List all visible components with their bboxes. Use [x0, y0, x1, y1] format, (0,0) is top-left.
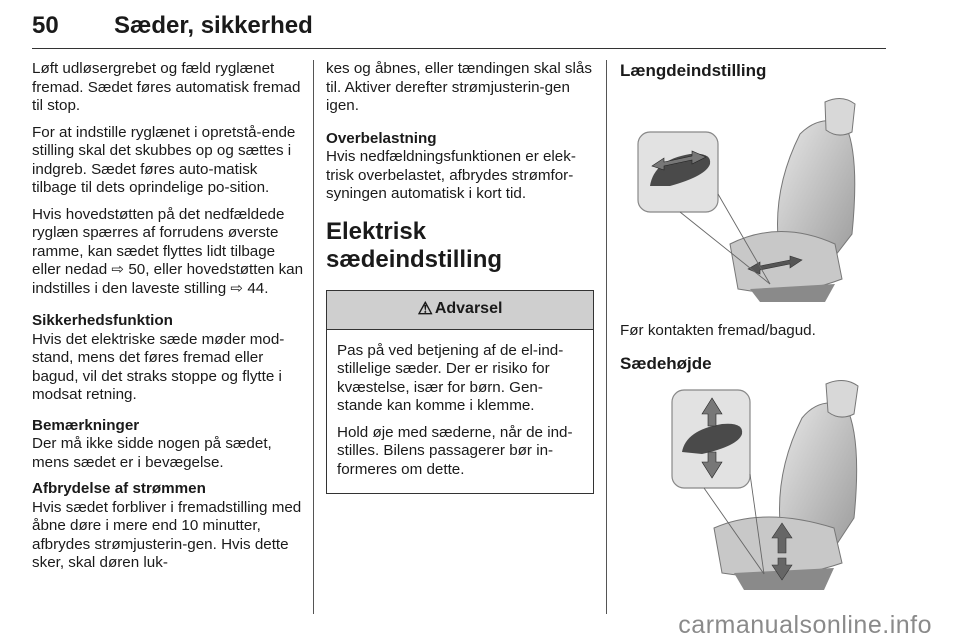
power-text: Hvis sædet forbliver i fremadstilling med åbne døre i mere end 10 minutter, afbrydes strømjusterin-gen. Hvis dette sker, skal døren luk-	[32, 498, 302, 571]
column-divider	[313, 60, 314, 614]
warning-box	[326, 290, 594, 495]
paragraph: Løft udløsergrebet og fæld ryglænet fremad. Sædet føres automatisk fremad til stop.	[32, 60, 301, 114]
power-heading: Afbrydelse af strømmen	[32, 480, 206, 497]
page-header	[32, 4, 886, 49]
paragraph: For at indstille ryglænet i opretstå-ende stilling skal det skubbes op og sættes i indgreb. Sædet føres auto-matisk tilbage til dets oprindelige po-sition.	[32, 123, 296, 196]
paragraph: kes og åbnes, eller tændingen skal slås til. Aktiver derefter strømjusterin-gen igen.	[326, 60, 592, 114]
safety-text: Hvis det elektriske sæde møder mod-stand, mens det føres fremad eller bagud, vil det straks stoppe og flytte i modsat retning.	[32, 330, 285, 403]
height-heading: Sædehøjde	[620, 353, 712, 373]
safety-section	[32, 312, 304, 405]
overload-heading: Overbelastning	[326, 129, 437, 147]
note-heading: Bemærkninger	[32, 416, 140, 434]
seat-length-illustration	[620, 94, 886, 304]
column-3	[620, 60, 890, 82]
safety-heading: Sikkerhedsfunktion	[32, 312, 173, 329]
page-number: 50	[32, 12, 59, 39]
power-section	[32, 480, 304, 573]
length-caption-block	[620, 322, 890, 375]
warning-text: Pas på ved betjening af de el-ind-stillelige sæder. Der er risiko for kvæstelse, især for børn. Gen-stande kan komme i klemme.	[337, 341, 564, 414]
length-caption: Før kontakten fremad/bagud.	[620, 322, 816, 339]
paragraph: Hvis hovedstøtten på det nedfældede ryglæn spærres af forrudens øverste ramme, kan sædet flyttes lidt tilbage eller nedad ⇨ 50, eller hovedstøtten kan indstilles i den laveste stilling ⇨ 44.	[32, 205, 304, 297]
watermark: carmanualsonline.info	[678, 611, 932, 639]
warning-header	[327, 291, 593, 330]
page-title: Sæder, sikkerhed	[114, 12, 313, 39]
warning-title: Advarsel	[434, 300, 503, 318]
seat-height-illustration	[664, 378, 886, 592]
overload-text: Hvis nedfældningsfunktionen er elek-trisk overbelastet, afbrydes strømfor-syningen automatisk i kort tid.	[326, 148, 576, 202]
overload-section	[326, 130, 594, 204]
warning-body	[327, 330, 593, 494]
column-2	[326, 60, 594, 494]
note-text: Der må ikke sidde nogen på sædet, mens sædet er i bevægelse.	[32, 435, 272, 471]
section-title: Elektrisk sædeindstilling	[326, 217, 503, 273]
column-divider	[606, 60, 607, 614]
note	[32, 417, 304, 473]
length-heading: Længdeindstilling	[620, 61, 767, 80]
column-1	[32, 60, 304, 581]
warning-text: Hold øje med sæderne, når de ind-stilles. Bilens passagerer bør in-formeres om dette.	[337, 423, 573, 478]
warning-icon: ⚠	[417, 299, 433, 319]
